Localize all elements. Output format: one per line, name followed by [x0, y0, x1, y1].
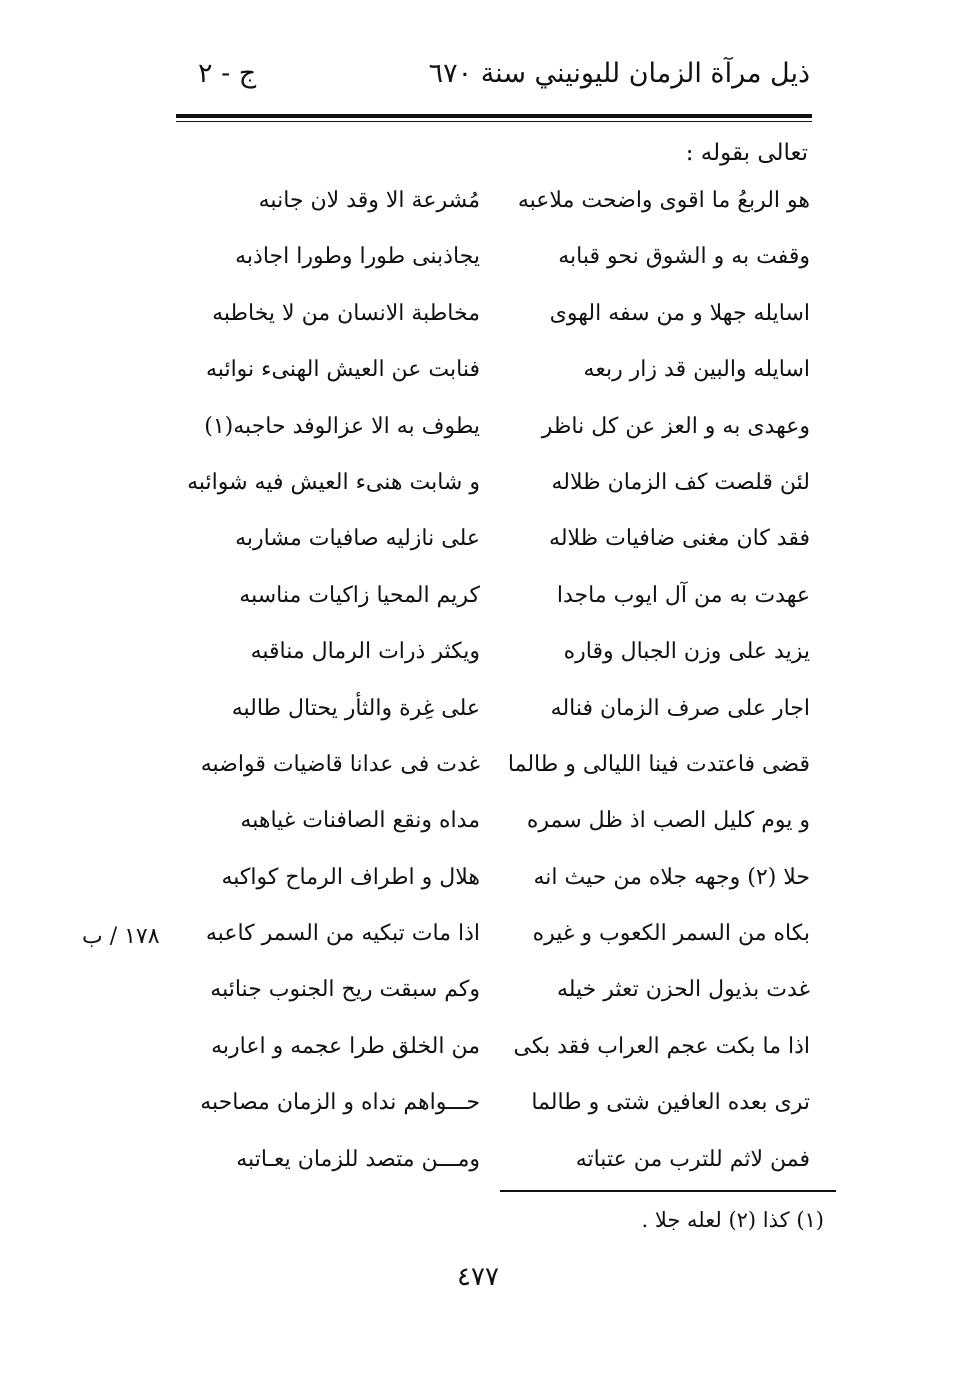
verse-second-hemistich: غدت فى عدانا قاضيات قواضبه: [200, 751, 480, 777]
verse-first-hemistich: و يوم كليل الصب اذ ظل سمره: [526, 808, 810, 834]
verse-line: [196, 1028, 810, 1084]
verse-second-hemistich: ويكثر ذرات الرمال مناقبه: [250, 639, 480, 665]
verse-line: [196, 408, 810, 464]
verse-first-hemistich: بكاه من السمر الكعوب و غيره: [532, 921, 810, 947]
verse-first-hemistich: حلا (٢) وجهه جلاه من حيث انه: [533, 864, 810, 890]
verse-line: [196, 971, 810, 1027]
verse-line: [187, 464, 810, 520]
footnote-rule: [500, 1190, 836, 1192]
verse-second-hemistich: يطوف به الا عزالوفد حاجبه(١): [204, 413, 480, 439]
verse-second-hemistich: مخاطبة الانسان من لا يخاطبه: [212, 300, 480, 326]
verse-first-hemistich: لئن قلصت كف الزمان ظلاله: [551, 469, 810, 495]
verse-second-hemistich: من الخلق طرا عجمه و اعاربه: [211, 1033, 480, 1059]
verse-line: [196, 915, 810, 971]
verse-line: [196, 1141, 810, 1197]
verse-line: [196, 520, 810, 576]
verse-first-hemistich: قضى فاعتدت فينا الليالى و طالما: [507, 751, 810, 777]
verse-second-hemistich: هلال و اطراف الرماح كواكبه: [221, 864, 480, 890]
verse-first-hemistich: غدت بذيول الحزن تعثر خيله: [556, 977, 810, 1003]
verse-second-hemistich: على نازليه صافيات مشاربه: [235, 526, 480, 552]
footnote: (١) كذا (٢) لعله جلا .: [641, 1208, 824, 1232]
verse-second-hemistich: اذا مات تبكيه من السمر كاعبه: [205, 921, 480, 947]
running-header: [178, 58, 810, 108]
verse-first-hemistich: فقد كان مغنى ضافيات ظلاله: [549, 526, 810, 552]
verse-second-hemistich: كريم المحيا زاكيات مناسبه: [239, 582, 480, 608]
verse-second-hemistich: فنابت عن العيش الهنىء نوائبه: [206, 357, 480, 383]
verse-line: [196, 295, 810, 351]
intro-line: تعالى بقوله :: [685, 140, 808, 166]
verse-line: [196, 633, 810, 689]
verse-first-hemistich: وعهدى به و العز عن كل ناظر: [541, 413, 810, 439]
verse-first-hemistich: ترى بعده العافين شتى و طالما: [531, 1090, 810, 1116]
verse-second-hemistich: مُشرعة الا وقد لان جانبه: [258, 188, 480, 213]
verse-second-hemistich: وكم سبقت ريح الجنوب جنائبه: [210, 977, 480, 1003]
verse-line: [196, 577, 810, 633]
verse-first-hemistich: يزيد على وزن الجبال وقاره: [563, 639, 810, 665]
verse-second-hemistich: على غِرة والثأر يحتال طالبه: [231, 695, 480, 721]
margin-folio-note: ١٧٨ / ب: [82, 924, 160, 949]
page-number: ٤٧٧: [457, 1262, 499, 1292]
verse-line: [196, 238, 810, 294]
verse-line: [196, 1084, 810, 1140]
header-title: ذيل مرآة الزمان لليونيني سنة ٦٧٠: [428, 58, 810, 89]
verse-second-hemistich: حـــواهم نداه و الزمان مصاحبه: [200, 1090, 480, 1116]
verse-first-hemistich: وقفت به و الشوق نحو قبابه: [558, 244, 810, 270]
verse-line: [196, 859, 810, 915]
header-rule-thin: [176, 121, 812, 122]
verse-line: [196, 690, 810, 746]
verse-first-hemistich: عهدت به من آل ايوب ماجدا: [556, 582, 810, 608]
verse-second-hemistich: مداه ونقع الصافنات غياهبه: [240, 808, 480, 834]
verse-line: [196, 802, 810, 858]
verse-first-hemistich: هو الربعُ ما اقوى واضحت ملاعبه: [517, 188, 810, 213]
poem: [187, 182, 810, 1197]
verse-first-hemistich: اذا ما بكت عجم العراب فقد بكى: [513, 1033, 810, 1059]
verse-first-hemistich: فمن لاثم للترب من عتباته: [575, 1146, 810, 1172]
verse-second-hemistich: ومـــن متصد للزمان يعـاتبه: [236, 1146, 480, 1172]
header-rule-thick: [176, 114, 812, 118]
verse-line: [196, 182, 810, 238]
verse-first-hemistich: اسايله جهلا و من سفه الهوى: [549, 300, 810, 326]
verse-second-hemistich: و شابت هنىء العيش فيه شوائبه: [187, 469, 480, 495]
verse-first-hemistich: اسايله والبين قد زار ربعه: [583, 357, 810, 383]
header-volume: ج - ٢: [198, 58, 257, 89]
verse-first-hemistich: اجار على صرف الزمان فناله: [550, 695, 810, 721]
verse-line: [196, 746, 810, 802]
verse-line: [196, 351, 810, 407]
verse-second-hemistich: يجاذبنى طورا وطورا اجاذبه: [235, 244, 480, 270]
